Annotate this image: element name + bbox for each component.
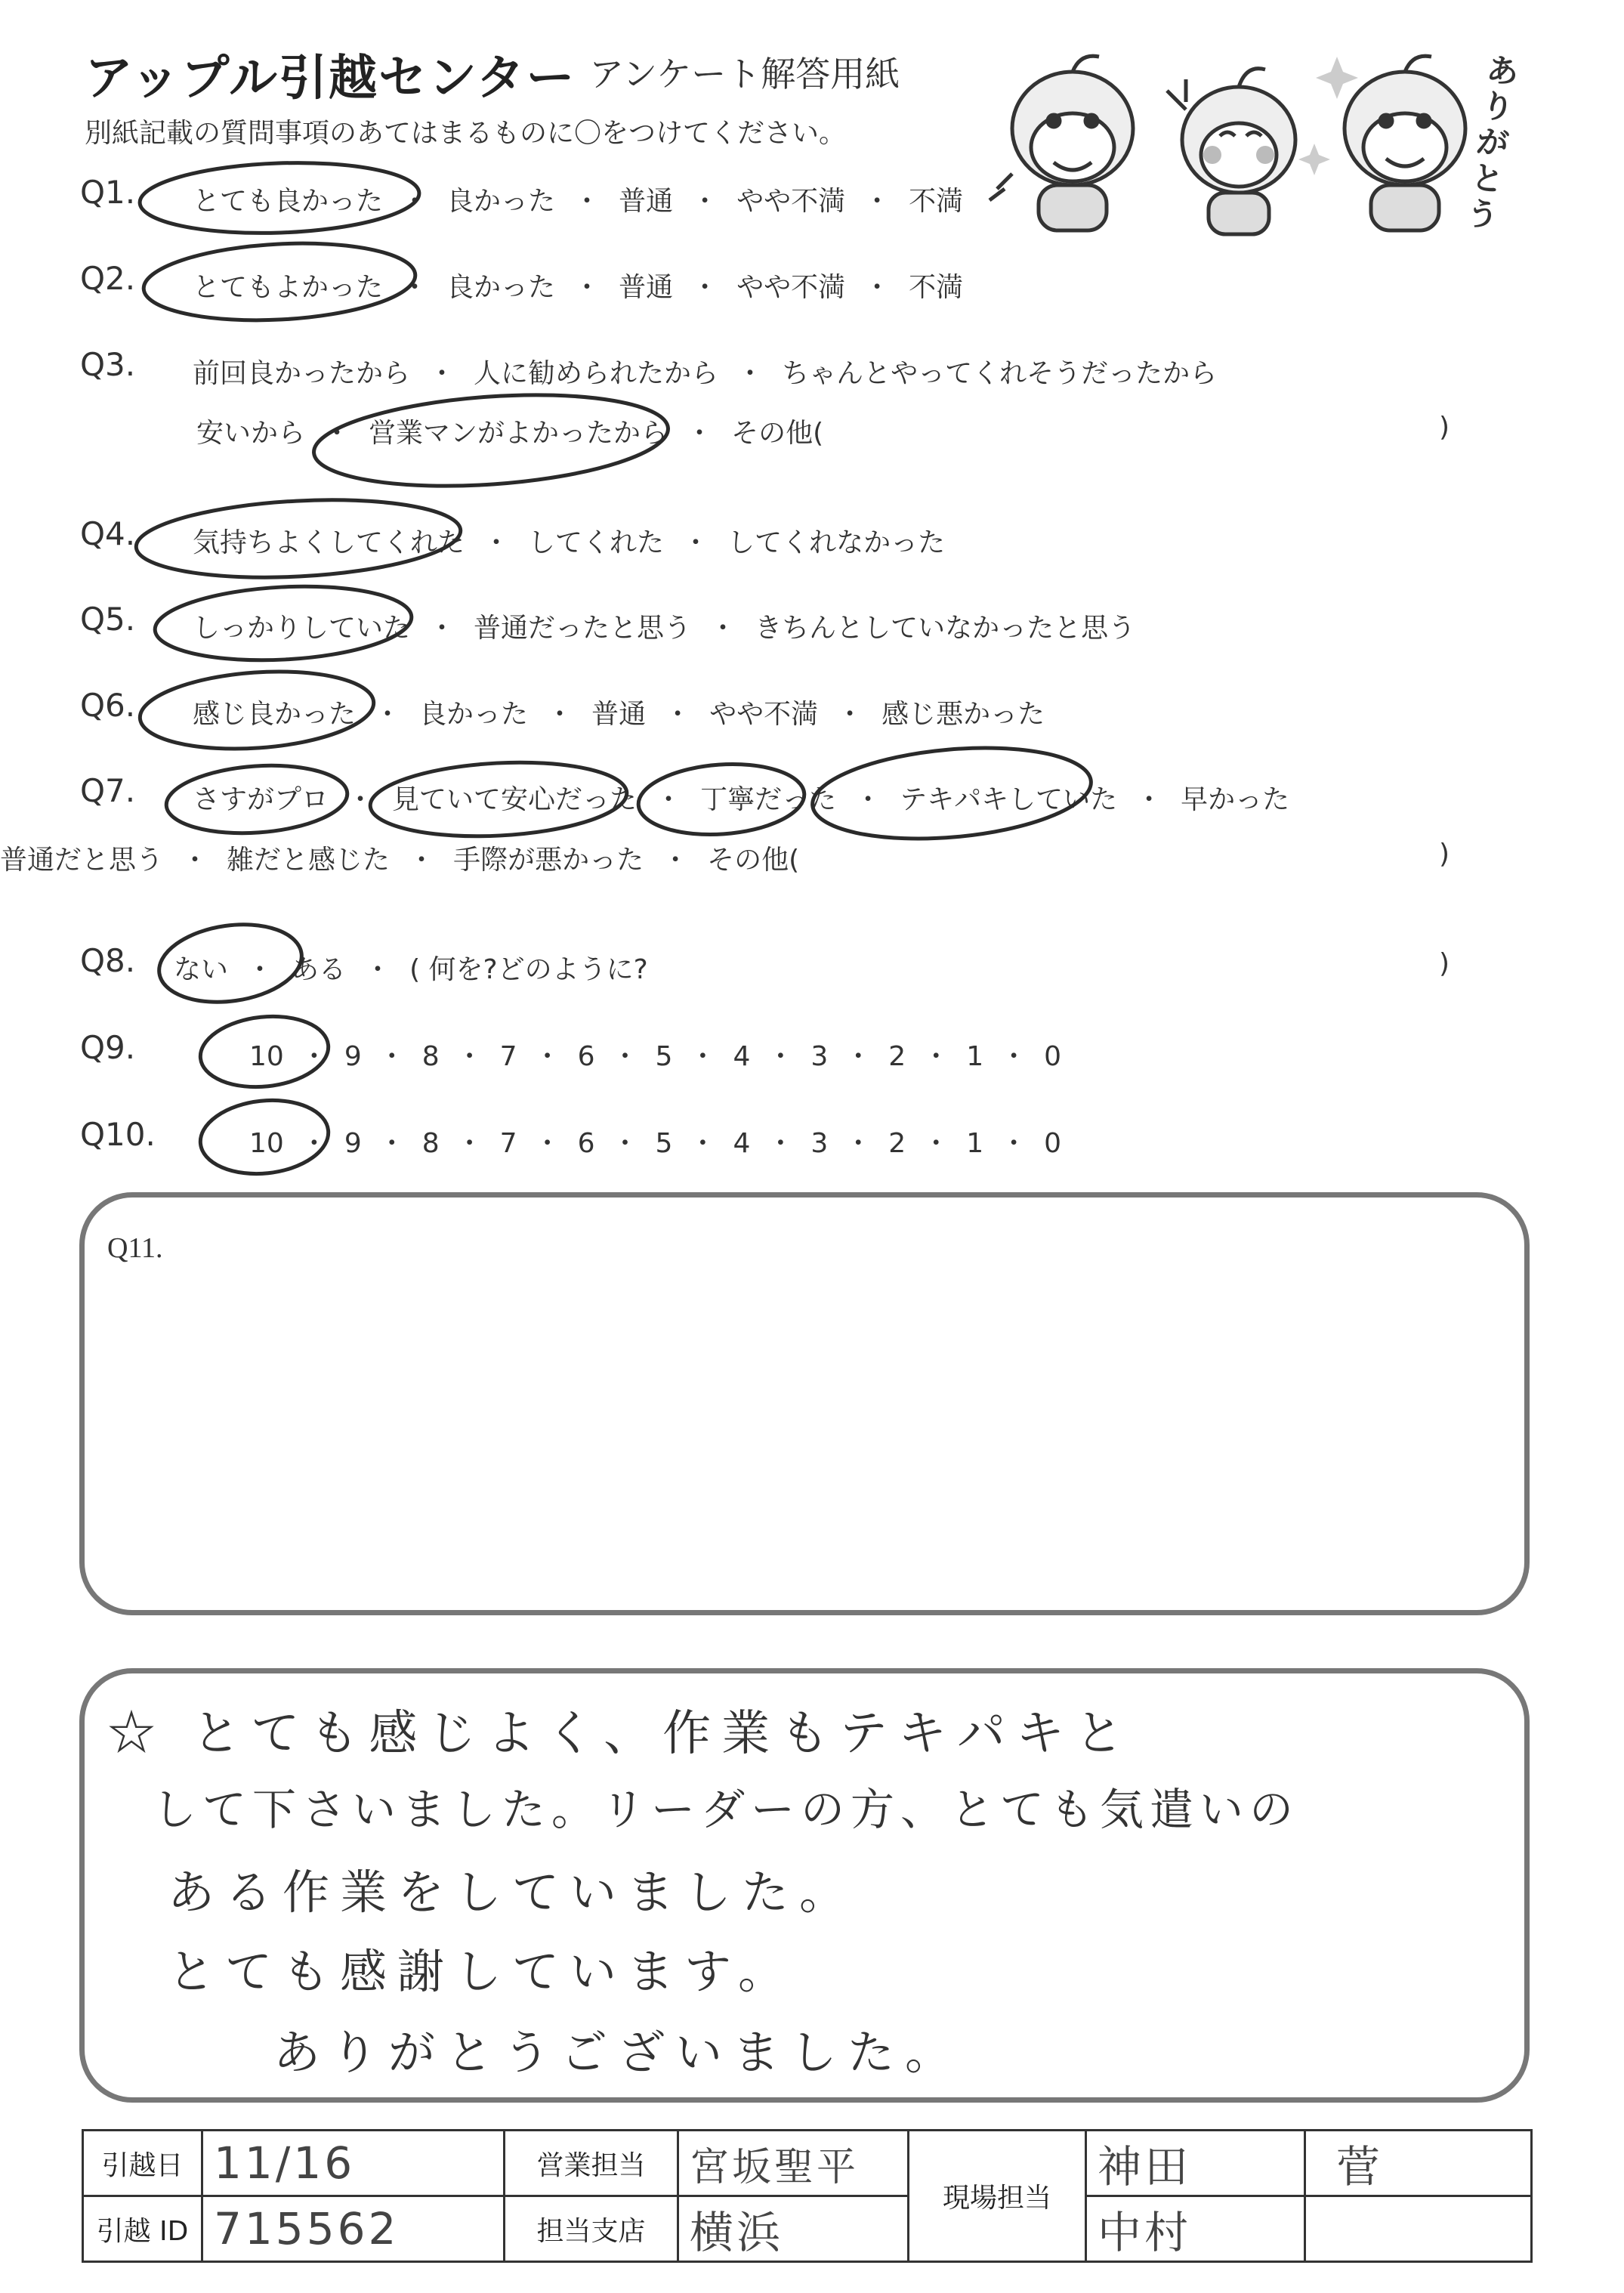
answer-option[interactable]: やや不満 — [709, 699, 819, 730]
comment-line: して下さいました。リーダーの方、とても気遣いの — [153, 1784, 1300, 1835]
separator-dot: ・ — [378, 1128, 406, 1159]
separator-dot: ・ — [689, 1128, 717, 1159]
answer-option[interactable]: ちゃんとやってくれそうだったから — [782, 358, 1218, 389]
answer-option[interactable]: 見ていて安心だった — [392, 784, 638, 815]
answer-option[interactable]: 安いから — [196, 418, 306, 449]
separator-dot: ・ — [611, 1041, 639, 1072]
branch-label: 担当支店 — [505, 2196, 678, 2262]
question-options-row — [193, 693, 1045, 731]
separator-dot: ・ — [1135, 784, 1163, 815]
answer-option[interactable]: 10 — [249, 1128, 284, 1159]
separator-dot: ・ — [691, 272, 719, 303]
answer-option[interactable]: 8 — [421, 1041, 440, 1072]
separator-dot: ・ — [682, 527, 710, 558]
separator-dot: ・ — [455, 1128, 483, 1159]
answer-option[interactable]: 良かった — [446, 272, 556, 303]
question-options-row — [193, 521, 945, 560]
question-options-row — [193, 180, 963, 218]
answer-option[interactable]: 10 — [249, 1041, 284, 1072]
separator-dot: ・ — [428, 358, 456, 389]
answer-option[interactable]: 営業マンがよかったから — [369, 418, 668, 449]
separator-dot: ・ — [854, 784, 882, 815]
question-label: Q1. — [80, 174, 136, 211]
info-table — [82, 2129, 1533, 2263]
answer-option[interactable]: 1 — [966, 1041, 984, 1072]
answer-option[interactable]: 2 — [888, 1128, 906, 1159]
answer-option[interactable]: 丁寧だった — [700, 784, 837, 815]
instruction-text: 別紙記載の質問事項のあてはまるものに〇をつけてください。 — [85, 118, 847, 149]
sales-person-value: 宮坂聖平 — [678, 2131, 909, 2196]
answer-option[interactable]: 手際が悪かった — [453, 845, 644, 876]
answer-option[interactable]: 雑だと感じた — [227, 845, 391, 876]
answer-option[interactable]: 普通 — [591, 699, 647, 730]
separator-dot: ・ — [689, 1041, 717, 1072]
answer-option[interactable]: してくれなかった — [727, 527, 946, 558]
separator-dot: ・ — [709, 613, 737, 644]
field-staff-4 — [1305, 2196, 1532, 2262]
answer-option[interactable]: 5 — [655, 1128, 673, 1159]
separator-dot: ・ — [767, 1041, 795, 1072]
question-options-row — [249, 1035, 1061, 1074]
answer-option[interactable]: 6 — [577, 1128, 595, 1159]
question-label: Q6. — [80, 687, 136, 724]
separator-dot: ・ — [662, 845, 690, 876]
separator-dot: ・ — [664, 699, 692, 730]
answer-option[interactable]: 良かった — [419, 699, 529, 730]
separator-dot: ・ — [1000, 1128, 1028, 1159]
separator-dot: ・ — [401, 272, 429, 303]
separator-dot: ・ — [863, 272, 891, 303]
move-date-label: 引越日 — [83, 2131, 202, 2196]
answer-option[interactable]: 良かった — [446, 186, 556, 217]
separator-dot: ・ — [922, 1128, 950, 1159]
field-label: 現場担当 — [909, 2131, 1086, 2262]
separator-dot: ・ — [611, 1128, 639, 1159]
separator-dot: ・ — [300, 1128, 328, 1159]
answer-option[interactable]: 感じ良かった — [193, 699, 357, 730]
answer-option[interactable]: 8 — [421, 1128, 440, 1159]
field-staff-2: 菅 — [1305, 2131, 1532, 2196]
answer-option[interactable]: 人に勧められたから — [474, 358, 719, 389]
answer-option[interactable]: 2 — [888, 1041, 906, 1072]
answer-option[interactable]: さすがプロ — [193, 784, 329, 815]
separator-dot: ・ — [844, 1041, 872, 1072]
branch-value: 横浜 — [678, 2196, 909, 2262]
separator-dot: ・ — [836, 699, 864, 730]
close-paren: ) — [1439, 412, 1450, 443]
q11-label: Q11. — [107, 1232, 163, 1264]
separator-dot: ・ — [374, 699, 402, 730]
separator-dot: ・ — [483, 527, 511, 558]
question-options-row — [193, 266, 963, 304]
separator-dot: ・ — [767, 1128, 795, 1159]
answer-option[interactable]: しっかりしていた — [193, 613, 411, 644]
field-staff-1: 神田 — [1086, 2131, 1305, 2196]
answer-option[interactable]: 6 — [577, 1041, 595, 1072]
question-options-row — [196, 412, 823, 450]
question-options-row — [193, 607, 1135, 645]
answer-option[interactable]: 不満 — [909, 186, 964, 217]
question-options-row — [174, 948, 648, 987]
answer-option[interactable]: 3 — [810, 1041, 829, 1072]
answer-option[interactable]: 前回良かったから — [193, 358, 411, 389]
separator-dot: ・ — [655, 784, 683, 815]
separator-dot: ・ — [533, 1128, 561, 1159]
move-date-value: 11/16 — [202, 2131, 505, 2196]
company-name: アップル引越センター — [85, 51, 576, 107]
separator-dot: ・ — [428, 613, 456, 644]
move-id-value: 715562 — [202, 2196, 505, 2262]
sales-label: 営業担当 — [505, 2131, 678, 2196]
question-label: Q3. — [80, 346, 136, 383]
separator-dot: ・ — [844, 1128, 872, 1159]
answer-option[interactable]: 4 — [733, 1128, 751, 1159]
answer-option[interactable]: 普通だと思う — [0, 845, 164, 876]
separator-dot: ・ — [1000, 1041, 1028, 1072]
question-options-row — [193, 778, 1289, 817]
answer-option[interactable]: 1 — [966, 1128, 984, 1159]
answer-option[interactable]: 7 — [499, 1128, 517, 1159]
mascot-thanks-text: ありがとう — [1464, 50, 1521, 236]
answer-option[interactable]: 感じ悪かった — [881, 699, 1045, 730]
separator-dot: ・ — [181, 845, 209, 876]
separator-dot: ・ — [347, 784, 375, 815]
separator-dot: ・ — [922, 1041, 950, 1072]
close-paren: ) — [1439, 839, 1450, 870]
separator-dot: ・ — [401, 186, 429, 217]
comment-line: とても感謝しています。 — [168, 1944, 796, 1999]
answer-option[interactable]: 普通 — [619, 186, 674, 217]
question-label: Q4. — [80, 515, 136, 552]
answer-option[interactable]: してくれた — [528, 527, 665, 558]
answer-option[interactable]: 5 — [655, 1041, 673, 1072]
answer-option[interactable]: 9 — [344, 1041, 362, 1072]
answer-option[interactable]: その他( — [731, 418, 824, 449]
comment-line: ある作業をしていました。 — [168, 1865, 857, 1920]
separator-dot: ・ — [533, 1041, 561, 1072]
separator-dot: ・ — [455, 1041, 483, 1072]
separator-dot: ・ — [300, 1041, 328, 1072]
answer-option[interactable]: 早かった — [1181, 784, 1290, 815]
separator-dot: ・ — [546, 699, 574, 730]
answer-option[interactable]: きちんとしていなかったと思う — [755, 613, 1136, 644]
answer-option[interactable]: テキパキしていた — [900, 784, 1118, 815]
answer-option[interactable]: 普通 — [619, 272, 674, 303]
answer-option[interactable]: その他( — [707, 845, 800, 876]
separator-dot: ・ — [378, 1041, 406, 1072]
answer-option[interactable]: 気持ちよくしてくれた — [193, 527, 465, 558]
comment-line: ありがとうございました。 — [273, 2025, 963, 2080]
separator-dot: ・ — [323, 418, 351, 449]
separator-dot: ・ — [691, 186, 719, 217]
answer-option[interactable]: 不満 — [909, 272, 964, 303]
answer-option[interactable]: 0 — [1044, 1128, 1062, 1159]
close-paren: ) — [1439, 948, 1450, 979]
field-staff-3: 中村 — [1086, 2196, 1305, 2262]
separator-dot: ・ — [686, 418, 714, 449]
separator-dot: ・ — [736, 358, 764, 389]
answer-option[interactable]: ある — [292, 954, 347, 985]
separator-dot: ・ — [408, 845, 436, 876]
form-title: アンケート解答用紙 — [589, 54, 900, 94]
question-label: Q8. — [80, 942, 136, 979]
answer-option[interactable]: とてもよかった — [193, 272, 384, 303]
question-label: Q7. — [80, 772, 136, 809]
move-id-label: 引越 ID — [83, 2196, 202, 2262]
answer-option[interactable]: 7 — [499, 1041, 517, 1072]
separator-dot: ・ — [364, 954, 392, 985]
answer-option[interactable]: 9 — [344, 1128, 362, 1159]
question-options-row — [0, 839, 799, 877]
answer-option[interactable]: ( 何を?どのように? — [409, 954, 648, 985]
answer-option[interactable]: 3 — [810, 1128, 829, 1159]
separator-dot: ・ — [863, 186, 891, 217]
separator-dot: ・ — [246, 954, 274, 985]
question-label: Q10. — [80, 1116, 156, 1153]
separator-dot: ・ — [573, 186, 601, 217]
comment-box[interactable] — [79, 1668, 1530, 2103]
answer-option[interactable]: 4 — [733, 1041, 751, 1072]
question-label: Q9. — [80, 1029, 136, 1066]
answer-option[interactable]: やや不満 — [736, 272, 846, 303]
question-label: Q2. — [80, 260, 136, 297]
answer-option[interactable]: 普通だったと思う — [474, 613, 692, 644]
question-label: Q5. — [80, 601, 136, 638]
separator-dot: ・ — [573, 272, 601, 303]
q11-box[interactable] — [79, 1192, 1530, 1615]
question-options-row — [193, 352, 1217, 391]
answer-option[interactable]: とても良かった — [193, 186, 384, 217]
question-options-row — [249, 1122, 1061, 1160]
answer-option[interactable]: やや不満 — [736, 186, 846, 217]
comment-line: ☆ とても感じよく、作業もテキパキと — [107, 1706, 1135, 1762]
answer-option[interactable]: ない — [174, 954, 229, 985]
answer-option[interactable]: 0 — [1044, 1041, 1062, 1072]
